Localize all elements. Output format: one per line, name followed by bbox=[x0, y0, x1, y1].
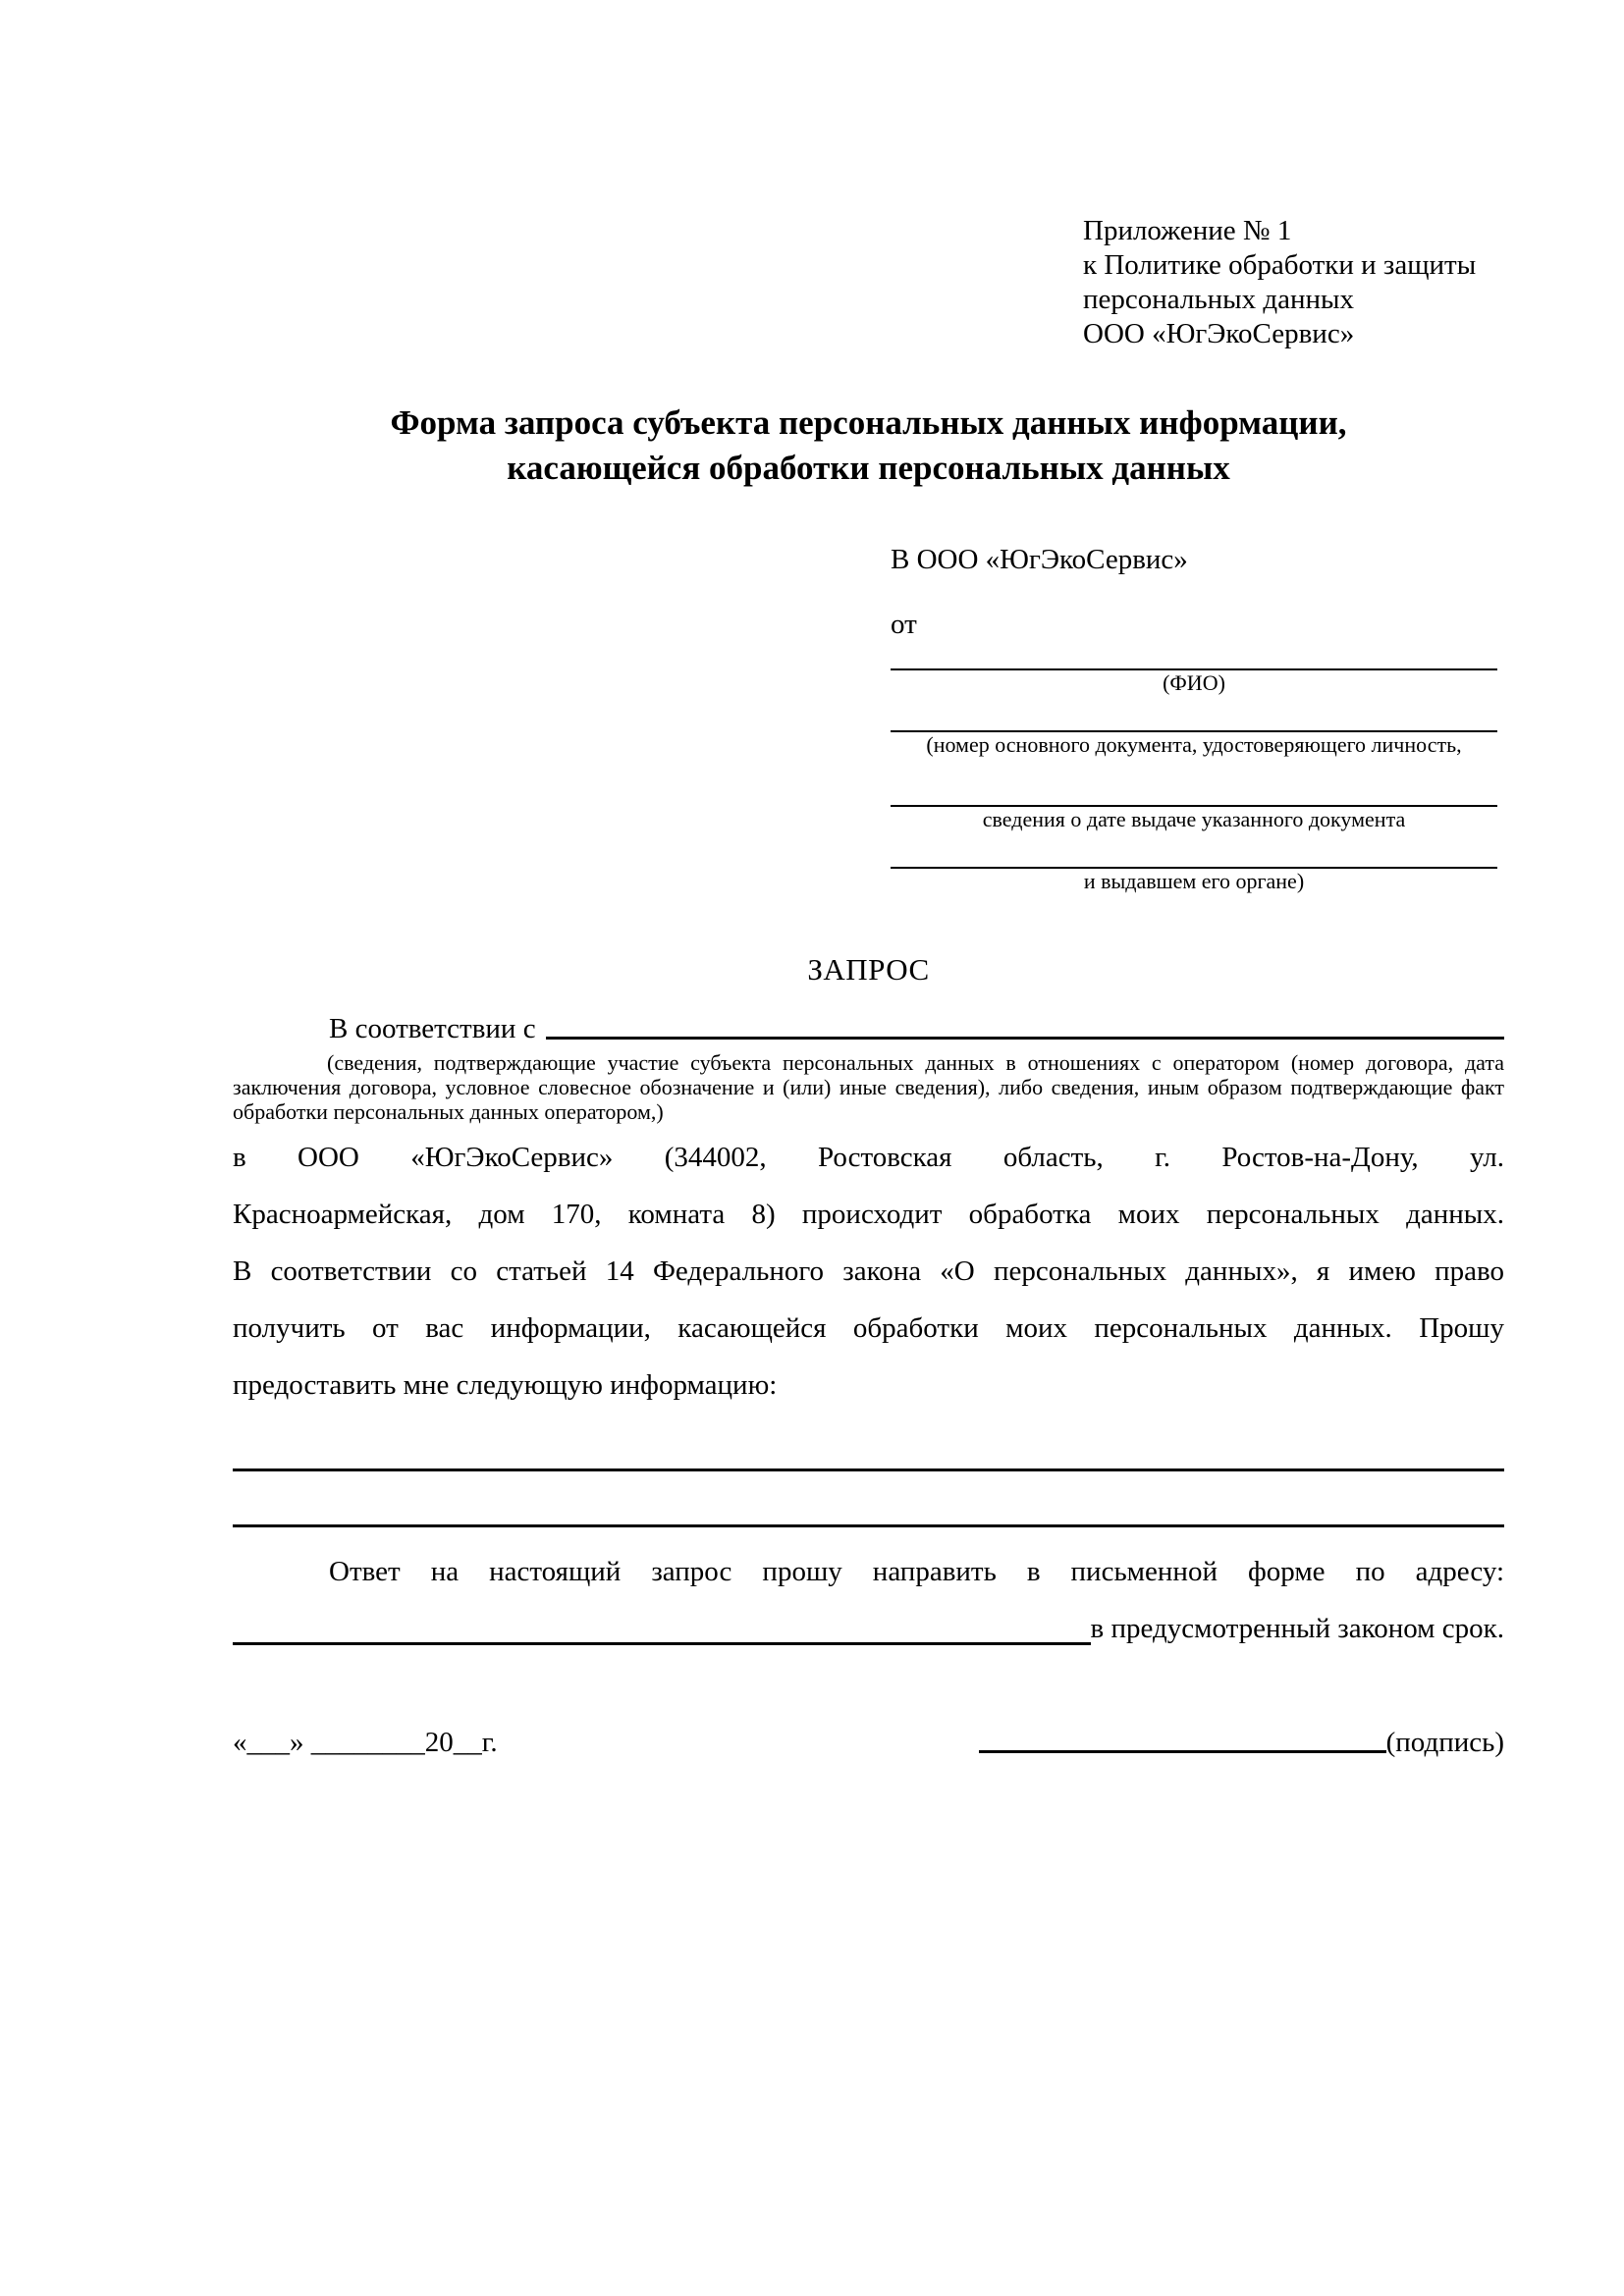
row-spacer bbox=[498, 1725, 979, 1760]
accordance-note bbox=[233, 1050, 1504, 1124]
accordance-note-line: заключения договора, условное словесное обозначение и (или) иные сведения), либо сведения, иным образом подтверждающие факт bbox=[233, 1075, 1504, 1099]
issue-date-caption: сведения о дате выдаче указанного документа bbox=[982, 807, 1406, 831]
request-heading: ЗАПРОС bbox=[807, 952, 930, 987]
body-paragraph bbox=[233, 1129, 1504, 1414]
reply-request-line: Ответ на настоящий запрос прошу направить в письменной форме по адресу: bbox=[329, 1556, 1504, 1587]
issue-date-input-line[interactable] bbox=[891, 758, 1497, 807]
addressee-to: В ООО «ЮгЭкоСервис» bbox=[891, 544, 1188, 575]
signature-line[interactable] bbox=[979, 1725, 1386, 1753]
fio-input-line[interactable] bbox=[891, 642, 1497, 670]
signature-caption: (подпись) bbox=[1385, 1727, 1504, 1758]
accordance-row bbox=[233, 1011, 1504, 1046]
issuing-authority-input-line[interactable] bbox=[891, 832, 1497, 869]
appendix-line: к Политике обработки и защиты bbox=[1083, 249, 1477, 281]
address-input-line[interactable] bbox=[233, 1600, 1091, 1645]
date-fill-in[interactable]: «___» ________20__г. bbox=[233, 1727, 498, 1758]
reply-address-row bbox=[233, 1600, 1504, 1657]
appendix-line: Приложение № 1 bbox=[1083, 215, 1292, 246]
issuing-authority-caption: и выдавшем его органе) bbox=[1083, 869, 1305, 893]
accordance-input-line[interactable] bbox=[546, 1011, 1504, 1040]
body-paragraph-line: В соответствии со статьей 14 Федерального закона «О персональных данных», я имею право bbox=[233, 1255, 1504, 1287]
requested-info-input-line-2[interactable] bbox=[233, 1497, 1504, 1527]
reply-tail-text: в предусмотренный законом срок. bbox=[1090, 1613, 1504, 1644]
document-title bbox=[233, 400, 1504, 491]
document-title-line: Форма запроса субъекта персональных данных информации, bbox=[390, 403, 1347, 442]
appendix-line: персональных данных bbox=[1083, 284, 1355, 315]
document-title-line: касающейся обработки персональных данных bbox=[507, 449, 1230, 487]
addressee-block bbox=[891, 542, 1497, 894]
date-signature-row bbox=[233, 1725, 1504, 1760]
appendix-line: ООО «ЮгЭкоСервис» bbox=[1083, 318, 1355, 349]
document-number-caption: (номер основного документа, удостоверяющего личность, bbox=[926, 732, 1462, 757]
accordance-note-line: обработки персональных данных оператором,) bbox=[233, 1099, 664, 1124]
body-paragraph-line: предоставить мне следующую информацию: bbox=[233, 1369, 778, 1401]
accordance-note-line: (сведения, подтверждающие участие субъекта персональных данных в отношениях с оператором (номер договора, дата bbox=[327, 1050, 1504, 1075]
reply-paragraph bbox=[233, 1543, 1504, 1657]
body-paragraph-line: Красноармейская, дом 170, комната 8) происходит обработка моих персональных данных. bbox=[233, 1199, 1504, 1230]
document-number-input-line[interactable] bbox=[891, 696, 1497, 732]
appendix-block bbox=[1083, 214, 1476, 351]
requested-info-input-line-1[interactable] bbox=[233, 1441, 1504, 1471]
body-paragraph-line: получить от вас информации, касающейся обработки моих персональных данных. Прошу bbox=[233, 1312, 1504, 1344]
addressee-from-label: от bbox=[891, 609, 917, 640]
fio-caption: (ФИО) bbox=[1163, 670, 1225, 695]
accordance-label: В соответствии с bbox=[329, 1013, 536, 1044]
body-paragraph-line: в ООО «ЮгЭкоСервис» (344002, Ростовская область, г. Ростов-на-Дону, ул. bbox=[233, 1142, 1504, 1173]
